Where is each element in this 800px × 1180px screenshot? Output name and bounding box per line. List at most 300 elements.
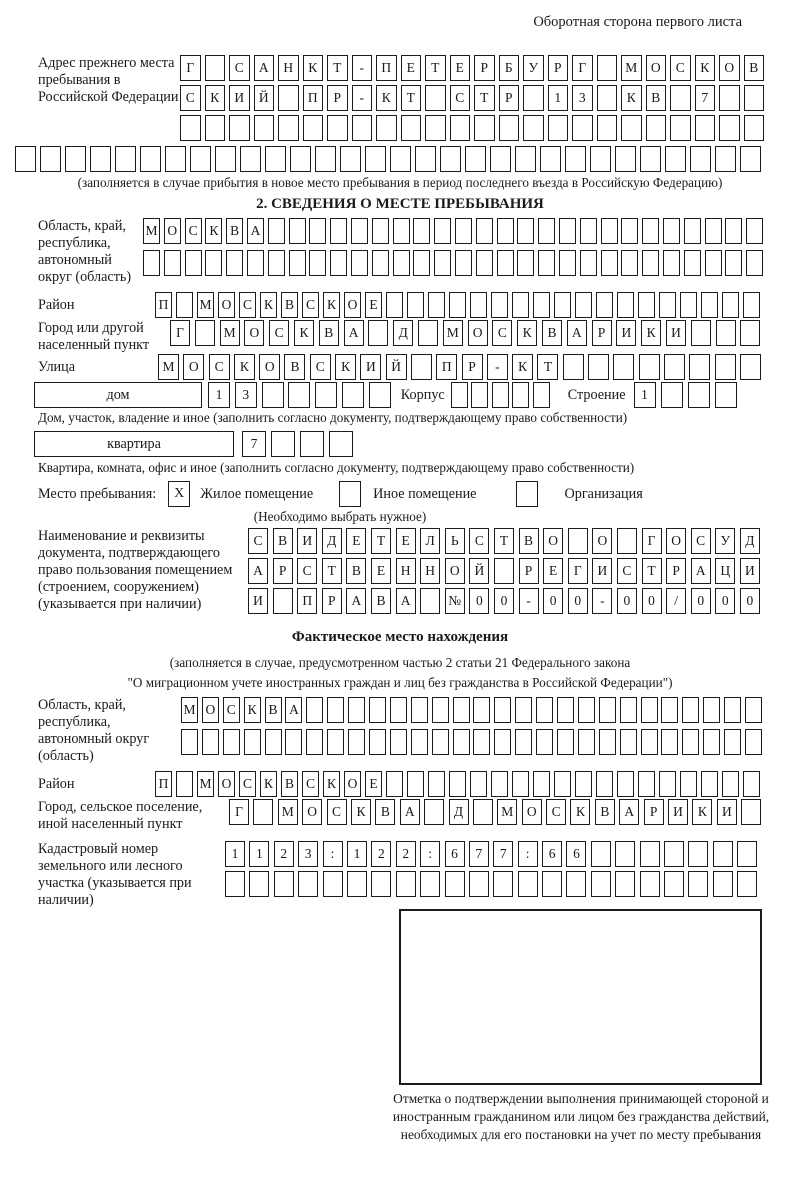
char-cell[interactable] [371,871,391,897]
char-cell[interactable] [715,382,737,408]
char-cell[interactable] [664,354,685,380]
char-cell[interactable] [621,250,638,276]
char-cell[interactable]: 2 [371,841,391,867]
char-cell[interactable] [253,799,273,825]
char-cell[interactable] [746,218,763,244]
char-cell[interactable] [180,115,201,141]
char-cell[interactable] [713,871,733,897]
char-cell[interactable] [445,871,465,897]
char-cell[interactable] [615,871,635,897]
char-cell[interactable] [559,218,576,244]
char-cell[interactable] [327,115,348,141]
char-cell[interactable] [642,250,659,276]
char-cell[interactable]: Й [254,85,275,111]
char-cell[interactable]: 0 [740,588,760,614]
char-cell[interactable]: К [205,218,222,244]
char-cell[interactable] [743,292,760,318]
char-cell[interactable]: 7 [695,85,716,111]
char-cell[interactable] [497,218,514,244]
char-cell[interactable]: Т [494,528,514,554]
char-cell[interactable] [588,354,609,380]
char-cell[interactable] [665,146,686,172]
char-cell[interactable] [725,250,742,276]
char-cell[interactable]: И [592,558,612,584]
char-cell[interactable] [315,382,337,408]
char-cell[interactable] [298,871,318,897]
checkbox-organization[interactable] [516,481,538,507]
char-cell[interactable] [309,218,326,244]
char-cell[interactable]: 1 [634,382,656,408]
char-cell[interactable] [411,697,428,723]
char-cell[interactable]: К [695,55,716,81]
char-cell[interactable] [515,146,536,172]
char-cell[interactable] [474,115,495,141]
char-cell[interactable] [715,354,736,380]
char-cell[interactable] [641,697,658,723]
char-cell[interactable] [15,146,36,172]
char-cell[interactable] [641,729,658,755]
char-cell[interactable]: М [197,771,214,797]
char-cell[interactable] [425,85,446,111]
char-cell[interactable] [533,292,550,318]
char-cell[interactable] [725,218,742,244]
char-cell[interactable] [115,146,136,172]
char-cell[interactable]: И [668,799,688,825]
char-cell[interactable]: Ь [445,528,465,554]
char-cell[interactable]: А [619,799,639,825]
char-cell[interactable] [473,799,493,825]
char-cell[interactable] [512,771,529,797]
char-cell[interactable]: 3 [298,841,318,867]
char-cell[interactable]: 0 [469,588,489,614]
char-cell[interactable]: И [666,320,686,346]
char-cell[interactable]: О [183,354,204,380]
char-cell[interactable] [453,729,470,755]
char-cell[interactable]: О [592,528,612,554]
char-cell[interactable] [181,729,198,755]
char-cell[interactable] [348,729,365,755]
char-cell[interactable]: Т [327,55,348,81]
char-cell[interactable] [497,250,514,276]
char-cell[interactable] [473,729,490,755]
char-cell[interactable]: О [218,292,235,318]
char-cell[interactable]: С [450,85,471,111]
char-cell[interactable]: - [352,85,373,111]
char-cell[interactable] [476,250,493,276]
char-cell[interactable] [176,771,193,797]
char-cell[interactable]: М [158,354,179,380]
char-cell[interactable] [165,146,186,172]
char-cell[interactable]: О [344,292,361,318]
char-cell[interactable] [415,146,436,172]
char-cell[interactable] [369,729,386,755]
char-cell[interactable] [424,799,444,825]
char-cell[interactable]: 1 [548,85,569,111]
char-cell[interactable] [664,871,684,897]
char-cell[interactable]: № [445,588,465,614]
char-cell[interactable] [274,871,294,897]
char-cell[interactable]: А [254,55,275,81]
char-cell[interactable]: М [197,292,214,318]
char-cell[interactable]: С [297,558,317,584]
char-cell[interactable]: Е [450,55,471,81]
char-cell[interactable]: В [744,55,765,81]
char-cell[interactable] [572,115,593,141]
char-cell[interactable]: О [344,771,361,797]
char-cell[interactable] [494,697,511,723]
char-cell[interactable] [533,382,550,408]
char-cell[interactable] [646,115,667,141]
char-cell[interactable]: В [346,558,366,584]
char-cell[interactable]: К [570,799,590,825]
char-cell[interactable] [690,146,711,172]
char-cell[interactable] [372,250,389,276]
char-cell[interactable]: Р [519,558,539,584]
char-cell[interactable] [393,218,410,244]
char-cell[interactable]: 0 [568,588,588,614]
char-cell[interactable]: Р [548,55,569,81]
char-cell[interactable] [369,697,386,723]
char-cell[interactable]: С [239,771,256,797]
char-cell[interactable]: О [468,320,488,346]
char-cell[interactable] [568,528,588,554]
char-cell[interactable] [638,771,655,797]
char-cell[interactable] [713,841,733,867]
char-cell[interactable] [722,292,739,318]
char-cell[interactable] [620,697,637,723]
char-cell[interactable]: В [284,354,305,380]
char-cell[interactable] [601,218,618,244]
char-cell[interactable] [642,218,659,244]
char-cell[interactable] [596,771,613,797]
char-cell[interactable] [271,431,295,457]
char-cell[interactable]: 7 [242,431,266,457]
char-cell[interactable]: Е [543,558,563,584]
char-cell[interactable] [661,729,678,755]
char-cell[interactable]: В [371,588,391,614]
char-cell[interactable] [440,146,461,172]
char-cell[interactable] [351,250,368,276]
char-cell[interactable]: К [260,292,277,318]
char-cell[interactable] [428,292,445,318]
char-cell[interactable]: Д [740,528,760,554]
char-cell[interactable] [300,431,324,457]
char-cell[interactable] [386,771,403,797]
char-cell[interactable] [639,354,660,380]
char-cell[interactable] [386,292,403,318]
char-cell[interactable]: К [244,697,261,723]
char-cell[interactable] [597,115,618,141]
char-cell[interactable]: И [717,799,737,825]
char-cell[interactable]: Л [420,528,440,554]
char-cell[interactable]: К [621,85,642,111]
char-cell[interactable] [185,250,202,276]
char-cell[interactable]: 7 [493,841,513,867]
char-cell[interactable]: П [155,771,172,797]
char-cell[interactable] [575,292,592,318]
char-cell[interactable] [615,841,635,867]
char-cell[interactable] [515,729,532,755]
char-cell[interactable] [278,85,299,111]
char-cell[interactable] [670,85,691,111]
char-cell[interactable] [566,871,586,897]
char-cell[interactable] [390,729,407,755]
char-cell[interactable] [621,218,638,244]
char-cell[interactable] [557,697,574,723]
char-cell[interactable]: Т [474,85,495,111]
char-cell[interactable] [306,729,323,755]
char-cell[interactable] [411,354,432,380]
char-cell[interactable] [205,250,222,276]
char-cell[interactable]: С [185,218,202,244]
char-cell[interactable] [617,292,634,318]
char-cell[interactable]: Н [420,558,440,584]
char-cell[interactable]: Ц [715,558,735,584]
char-cell[interactable]: Г [180,55,201,81]
char-cell[interactable] [390,146,411,172]
char-cell[interactable] [597,85,618,111]
char-cell[interactable] [390,697,407,723]
char-cell[interactable]: О [522,799,542,825]
char-cell[interactable] [401,115,422,141]
char-cell[interactable]: 6 [542,841,562,867]
char-cell[interactable] [620,729,637,755]
char-cell[interactable]: : [420,841,440,867]
char-cell[interactable] [740,146,761,172]
char-cell[interactable] [680,292,697,318]
char-cell[interactable] [268,250,285,276]
char-cell[interactable] [680,771,697,797]
char-cell[interactable]: Й [469,558,489,584]
char-cell[interactable] [659,292,676,318]
char-cell[interactable]: В [273,528,293,554]
char-cell[interactable] [737,841,757,867]
char-cell[interactable]: Г [568,558,588,584]
char-cell[interactable] [517,218,534,244]
char-cell[interactable] [578,697,595,723]
char-cell[interactable] [716,320,736,346]
char-cell[interactable]: П [303,85,324,111]
char-cell[interactable] [515,697,532,723]
char-cell[interactable]: С [670,55,691,81]
char-cell[interactable] [599,729,616,755]
char-cell[interactable] [340,146,361,172]
char-cell[interactable] [449,292,466,318]
char-cell[interactable]: С [180,85,201,111]
char-cell[interactable]: Р [666,558,686,584]
char-cell[interactable]: С [229,55,250,81]
char-cell[interactable]: Г [642,528,662,554]
char-cell[interactable]: Б [499,55,520,81]
char-cell[interactable] [329,431,353,457]
char-cell[interactable] [563,354,584,380]
char-cell[interactable]: И [360,354,381,380]
char-cell[interactable]: 3 [235,382,257,408]
char-cell[interactable]: 0 [691,588,711,614]
char-cell[interactable]: К [323,771,340,797]
char-cell[interactable] [140,146,161,172]
char-cell[interactable] [597,55,618,81]
char-cell[interactable] [289,250,306,276]
char-cell[interactable]: С [310,354,331,380]
char-cell[interactable]: К [512,354,533,380]
char-cell[interactable]: В [375,799,395,825]
char-cell[interactable] [575,771,592,797]
char-cell[interactable] [740,354,761,380]
char-cell[interactable] [323,871,343,897]
char-cell[interactable]: И [229,85,250,111]
char-cell[interactable]: М [181,697,198,723]
char-cell[interactable] [517,250,534,276]
char-cell[interactable] [659,771,676,797]
checkbox-other-premises[interactable] [339,481,361,507]
char-cell[interactable] [490,146,511,172]
char-cell[interactable] [745,697,762,723]
char-cell[interactable]: А [396,588,416,614]
char-cell[interactable] [743,771,760,797]
char-cell[interactable] [470,292,487,318]
char-cell[interactable] [715,146,736,172]
char-cell[interactable] [376,115,397,141]
char-cell[interactable] [351,218,368,244]
char-cell[interactable] [451,382,468,408]
char-cell[interactable] [471,382,488,408]
char-cell[interactable] [315,146,336,172]
char-cell[interactable]: В [265,697,282,723]
char-cell[interactable] [455,218,472,244]
char-cell[interactable]: М [278,799,298,825]
char-cell[interactable]: Т [537,354,558,380]
char-cell[interactable] [434,250,451,276]
char-cell[interactable] [559,250,576,276]
char-cell[interactable] [599,697,616,723]
char-cell[interactable]: С [546,799,566,825]
char-cell[interactable] [518,871,538,897]
char-cell[interactable]: М [497,799,517,825]
char-cell[interactable] [470,771,487,797]
char-cell[interactable] [327,729,344,755]
char-cell[interactable] [741,799,761,825]
char-cell[interactable] [740,320,760,346]
char-cell[interactable] [640,841,660,867]
char-cell[interactable]: Т [401,85,422,111]
char-cell[interactable]: Т [425,55,446,81]
char-cell[interactable] [449,771,466,797]
char-cell[interactable] [682,697,699,723]
char-cell[interactable] [369,382,391,408]
char-cell[interactable] [413,218,430,244]
char-cell[interactable] [190,146,211,172]
char-cell[interactable] [691,320,711,346]
char-cell[interactable]: С [327,799,347,825]
char-cell[interactable]: В [281,292,298,318]
char-cell[interactable] [268,218,285,244]
char-cell[interactable] [613,354,634,380]
char-cell[interactable] [615,146,636,172]
char-cell[interactable]: О [259,354,280,380]
char-cell[interactable]: Е [365,292,382,318]
char-cell[interactable] [705,250,722,276]
char-cell[interactable]: Й [386,354,407,380]
char-cell[interactable] [229,115,250,141]
char-cell[interactable]: - [592,588,612,614]
char-cell[interactable]: А [285,697,302,723]
char-cell[interactable]: Е [401,55,422,81]
char-cell[interactable] [719,85,740,111]
char-cell[interactable] [640,871,660,897]
char-cell[interactable]: В [646,85,667,111]
char-cell[interactable]: : [518,841,538,867]
char-cell[interactable] [202,729,219,755]
char-cell[interactable] [288,382,310,408]
char-cell[interactable] [455,250,472,276]
char-cell[interactable]: А [567,320,587,346]
char-cell[interactable] [536,729,553,755]
char-cell[interactable]: М [220,320,240,346]
char-cell[interactable]: Р [499,85,520,111]
char-cell[interactable]: К [517,320,537,346]
char-cell[interactable]: Г [170,320,190,346]
char-cell[interactable] [348,697,365,723]
char-cell[interactable] [143,250,160,276]
char-cell[interactable] [744,115,765,141]
char-cell[interactable] [499,115,520,141]
char-cell[interactable] [538,218,555,244]
char-cell[interactable] [265,729,282,755]
char-cell[interactable] [661,697,678,723]
char-cell[interactable]: О [646,55,667,81]
char-cell[interactable] [745,729,762,755]
char-cell[interactable]: С [691,528,711,554]
char-cell[interactable]: О [543,528,563,554]
char-cell[interactable]: О [244,320,264,346]
char-cell[interactable] [303,115,324,141]
char-cell[interactable]: Р [474,55,495,81]
char-cell[interactable]: - [487,354,508,380]
char-cell[interactable]: Р [327,85,348,111]
char-cell[interactable] [705,218,722,244]
char-cell[interactable]: 7 [469,841,489,867]
char-cell[interactable] [536,697,553,723]
char-cell[interactable]: К [260,771,277,797]
char-cell[interactable]: Г [229,799,249,825]
char-cell[interactable] [432,697,449,723]
char-cell[interactable] [90,146,111,172]
char-cell[interactable]: К [323,292,340,318]
char-cell[interactable]: В [281,771,298,797]
char-cell[interactable] [396,871,416,897]
char-cell[interactable]: Р [592,320,612,346]
char-cell[interactable] [372,218,389,244]
char-cell[interactable] [247,250,264,276]
char-cell[interactable]: А [247,218,264,244]
char-cell[interactable] [278,115,299,141]
char-cell[interactable] [465,146,486,172]
char-cell[interactable] [342,382,364,408]
char-cell[interactable]: С [492,320,512,346]
char-cell[interactable] [347,871,367,897]
char-cell[interactable] [617,528,637,554]
char-cell[interactable]: С [209,354,230,380]
char-cell[interactable] [176,292,193,318]
char-cell[interactable]: 2 [396,841,416,867]
char-cell[interactable] [418,320,438,346]
char-cell[interactable] [434,218,451,244]
char-cell[interactable] [254,115,275,141]
char-cell[interactable]: - [352,55,373,81]
char-cell[interactable] [737,871,757,897]
char-cell[interactable]: Р [322,588,342,614]
